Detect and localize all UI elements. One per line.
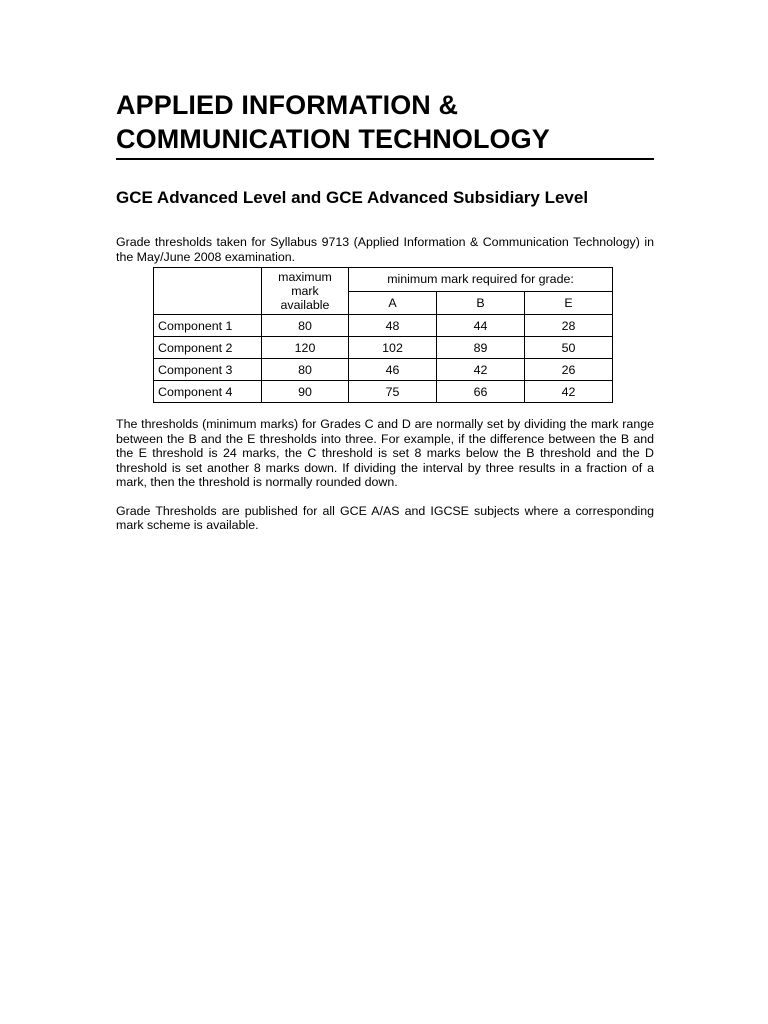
grade-b-cell: 42 (437, 359, 525, 381)
component-name: Component 2 (154, 337, 262, 359)
grade-header-b: B (437, 291, 525, 315)
max-header-line: mark (291, 284, 319, 298)
threshold-explanation-paragraph: The thresholds (minimum marks) for Grades C and D are normally set by dividing the mark range between the B and the E thresholds into three. For example, if the difference between the B and the E threshold is 24 marks, the C threshold is set 8 marks below the B threshold and the D threshold is set another 8 marks down. If dividing the interval by three results in a fraction of a mark, then the threshold is normally rounded down. (116, 417, 654, 489)
max-mark-cell: 120 (262, 337, 349, 359)
grade-a-cell: 75 (349, 381, 437, 403)
max-mark-cell: 80 (262, 359, 349, 381)
document-title (116, 88, 654, 160)
component-name: Component 3 (154, 359, 262, 381)
table-row (154, 315, 613, 337)
grade-thresholds-table (153, 267, 613, 403)
max-header-line: maximum (278, 270, 332, 284)
title-line-1: APPLIED INFORMATION & (116, 90, 459, 120)
component-name: Component 4 (154, 381, 262, 403)
grade-e-cell: 50 (525, 337, 613, 359)
table-row (154, 381, 613, 403)
corner-cell (154, 268, 262, 315)
grade-b-cell: 44 (437, 315, 525, 337)
grade-e-cell: 26 (525, 359, 613, 381)
table-header-row (154, 268, 613, 292)
title-line-2: COMMUNICATION TECHNOLOGY (116, 124, 550, 154)
publication-note-paragraph: Grade Thresholds are published for all GCE A/AS and IGCSE subjects where a corresponding mark scheme is available. (116, 503, 654, 532)
grade-b-cell: 66 (437, 381, 525, 403)
max-mark-header (262, 268, 349, 315)
table-row (154, 359, 613, 381)
grade-b-cell: 89 (437, 337, 525, 359)
component-name: Component 1 (154, 315, 262, 337)
max-mark-cell: 80 (262, 315, 349, 337)
grade-e-cell: 42 (525, 381, 613, 403)
grade-header-a: A (349, 291, 437, 315)
grade-a-cell: 102 (349, 337, 437, 359)
grade-header-e: E (525, 291, 613, 315)
document-subtitle: GCE Advanced Level and GCE Advanced Subsidiary Level (116, 188, 589, 207)
grade-a-cell: 48 (349, 315, 437, 337)
grade-thresholds-table-wrapper (153, 267, 654, 403)
min-mark-header: minimum mark required for grade: (349, 268, 613, 292)
document-page (116, 88, 654, 533)
grade-a-cell: 46 (349, 359, 437, 381)
table-row (154, 337, 613, 359)
grade-e-cell: 28 (525, 315, 613, 337)
max-mark-cell: 90 (262, 381, 349, 403)
max-header-line: available (280, 298, 330, 312)
intro-paragraph: Grade thresholds taken for Syllabus 9713 (Applied Information & Communication Technology) in the May/June 2008 examination. (116, 235, 654, 264)
